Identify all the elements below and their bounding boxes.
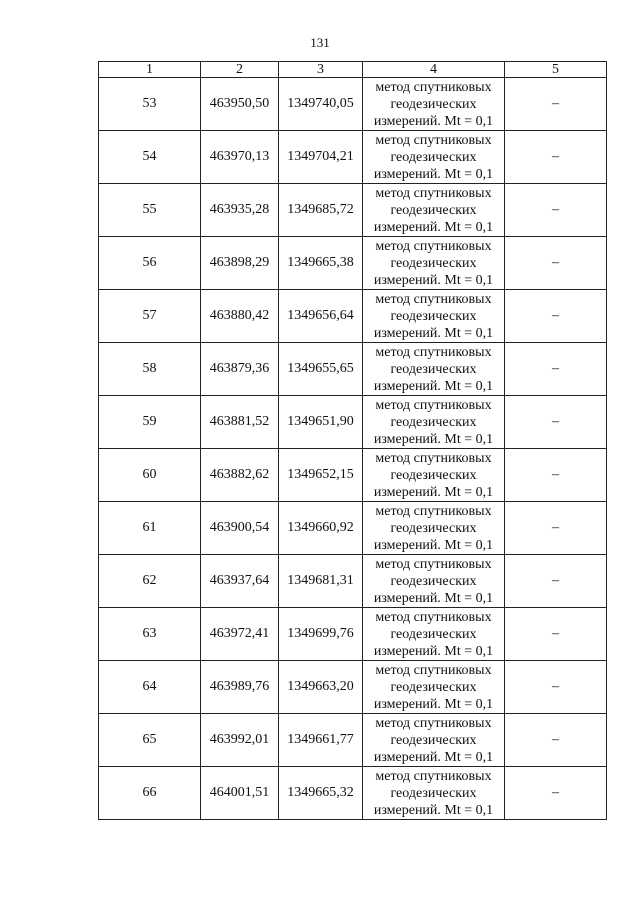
table-row (99, 714, 607, 767)
header-col-3: 3 (279, 62, 363, 78)
point-number-cell: 57 (99, 290, 201, 343)
method-line: геодезических (390, 520, 477, 536)
method-cell (363, 78, 505, 131)
note-cell: – (505, 343, 607, 396)
point-number-cell: 64 (99, 661, 201, 714)
x-coordinate-cell: 463900,54 (201, 502, 279, 555)
method-line: измерений. Mt = 0,1 (373, 643, 494, 659)
note-cell: – (505, 449, 607, 502)
method-line: геодезических (390, 414, 477, 430)
table-row (99, 343, 607, 396)
y-coordinate-cell: 1349685,72 (279, 184, 363, 237)
table-row (99, 608, 607, 661)
note-cell: – (505, 78, 607, 131)
header-col-4: 4 (363, 62, 505, 78)
method-line: геодезических (390, 785, 477, 801)
y-coordinate-cell: 1349655,65 (279, 343, 363, 396)
method-cell (363, 502, 505, 555)
header-col-2: 2 (201, 62, 279, 78)
method-line: измерений. Mt = 0,1 (373, 113, 494, 129)
table-row (99, 555, 607, 608)
method-line: измерений. Mt = 0,1 (373, 166, 494, 182)
method-line: геодезических (390, 679, 477, 695)
x-coordinate-cell: 463879,36 (201, 343, 279, 396)
method-line: измерений. Mt = 0,1 (373, 590, 494, 606)
method-line: метод спутниковых (375, 291, 492, 307)
note-cell: – (505, 661, 607, 714)
point-number-cell: 65 (99, 714, 201, 767)
method-cell (363, 343, 505, 396)
y-coordinate-cell: 1349656,64 (279, 290, 363, 343)
method-line: метод спутниковых (375, 609, 492, 625)
method-line: геодезических (390, 96, 477, 112)
method-line: метод спутниковых (375, 768, 492, 784)
note-cell: – (505, 396, 607, 449)
method-line: метод спутниковых (375, 344, 492, 360)
point-number-cell: 59 (99, 396, 201, 449)
table-row (99, 396, 607, 449)
method-line: измерений. Mt = 0,1 (373, 325, 494, 341)
method-cell (363, 767, 505, 820)
y-coordinate-cell: 1349660,92 (279, 502, 363, 555)
method-cell (363, 661, 505, 714)
header-col-1: 1 (99, 62, 201, 78)
point-number-cell: 63 (99, 608, 201, 661)
method-cell (363, 714, 505, 767)
y-coordinate-cell: 1349665,32 (279, 767, 363, 820)
method-line: измерений. Mt = 0,1 (373, 749, 494, 765)
method-line: измерений. Mt = 0,1 (373, 484, 494, 500)
note-cell: – (505, 131, 607, 184)
x-coordinate-cell: 463880,42 (201, 290, 279, 343)
point-number-cell: 54 (99, 131, 201, 184)
table-row (99, 78, 607, 131)
method-line: измерений. Mt = 0,1 (373, 378, 494, 394)
table-header-row (99, 62, 607, 78)
point-number-cell: 66 (99, 767, 201, 820)
note-cell: – (505, 714, 607, 767)
y-coordinate-cell: 1349681,31 (279, 555, 363, 608)
y-coordinate-cell: 1349665,38 (279, 237, 363, 290)
method-line: метод спутниковых (375, 556, 492, 572)
method-line: метод спутниковых (375, 238, 492, 254)
method-line: геодезических (390, 732, 477, 748)
y-coordinate-cell: 1349699,76 (279, 608, 363, 661)
method-cell (363, 608, 505, 661)
method-line: метод спутниковых (375, 132, 492, 148)
note-cell: – (505, 608, 607, 661)
method-line: метод спутниковых (375, 79, 492, 95)
method-line: геодезических (390, 361, 477, 377)
method-line: геодезических (390, 308, 477, 324)
note-cell: – (505, 767, 607, 820)
method-line: геодезических (390, 573, 477, 589)
method-line: измерений. Mt = 0,1 (373, 431, 494, 447)
x-coordinate-cell: 463937,64 (201, 555, 279, 608)
method-cell (363, 555, 505, 608)
note-cell: – (505, 184, 607, 237)
table-row (99, 131, 607, 184)
method-line: измерений. Mt = 0,1 (373, 219, 494, 235)
x-coordinate-cell: 463989,76 (201, 661, 279, 714)
method-line: метод спутниковых (375, 662, 492, 678)
method-line: метод спутниковых (375, 397, 492, 413)
point-number-cell: 60 (99, 449, 201, 502)
table-row (99, 767, 607, 820)
point-number-cell: 53 (99, 78, 201, 131)
x-coordinate-cell: 463992,01 (201, 714, 279, 767)
coordinates-table (98, 61, 607, 820)
y-coordinate-cell: 1349652,15 (279, 449, 363, 502)
method-cell (363, 237, 505, 290)
method-line: геодезических (390, 202, 477, 218)
x-coordinate-cell: 463882,62 (201, 449, 279, 502)
method-line: измерений. Mt = 0,1 (373, 696, 494, 712)
method-line: измерений. Mt = 0,1 (373, 537, 494, 553)
point-number-cell: 58 (99, 343, 201, 396)
table-body (99, 78, 607, 820)
table-row (99, 237, 607, 290)
header-col-5: 5 (505, 62, 607, 78)
method-cell (363, 290, 505, 343)
point-number-cell: 62 (99, 555, 201, 608)
x-coordinate-cell: 463970,13 (201, 131, 279, 184)
x-coordinate-cell: 464001,51 (201, 767, 279, 820)
method-cell (363, 396, 505, 449)
method-line: метод спутниковых (375, 503, 492, 519)
method-line: геодезических (390, 467, 477, 483)
table-row (99, 184, 607, 237)
table-row (99, 290, 607, 343)
point-number-cell: 56 (99, 237, 201, 290)
note-cell: – (505, 290, 607, 343)
x-coordinate-cell: 463881,52 (201, 396, 279, 449)
note-cell: – (505, 237, 607, 290)
method-line: метод спутниковых (375, 715, 492, 731)
y-coordinate-cell: 1349651,90 (279, 396, 363, 449)
method-line: метод спутниковых (375, 185, 492, 201)
point-number-cell: 55 (99, 184, 201, 237)
page-number: 131 (310, 35, 330, 50)
method-line: измерений. Mt = 0,1 (373, 272, 494, 288)
note-cell: – (505, 555, 607, 608)
x-coordinate-cell: 463935,28 (201, 184, 279, 237)
method-line: измерений. Mt = 0,1 (373, 802, 494, 818)
y-coordinate-cell: 1349704,21 (279, 131, 363, 184)
y-coordinate-cell: 1349740,05 (279, 78, 363, 131)
method-line: геодезических (390, 255, 477, 271)
x-coordinate-cell: 463950,50 (201, 78, 279, 131)
table-row (99, 502, 607, 555)
method-line: метод спутниковых (375, 450, 492, 466)
x-coordinate-cell: 463972,41 (201, 608, 279, 661)
y-coordinate-cell: 1349661,77 (279, 714, 363, 767)
method-cell (363, 184, 505, 237)
note-cell: – (505, 502, 607, 555)
table-row (99, 449, 607, 502)
method-line: геодезических (390, 626, 477, 642)
x-coordinate-cell: 463898,29 (201, 237, 279, 290)
method-cell (363, 449, 505, 502)
y-coordinate-cell: 1349663,20 (279, 661, 363, 714)
method-line: геодезических (390, 149, 477, 165)
point-number-cell: 61 (99, 502, 201, 555)
method-cell (363, 131, 505, 184)
table-row (99, 661, 607, 714)
